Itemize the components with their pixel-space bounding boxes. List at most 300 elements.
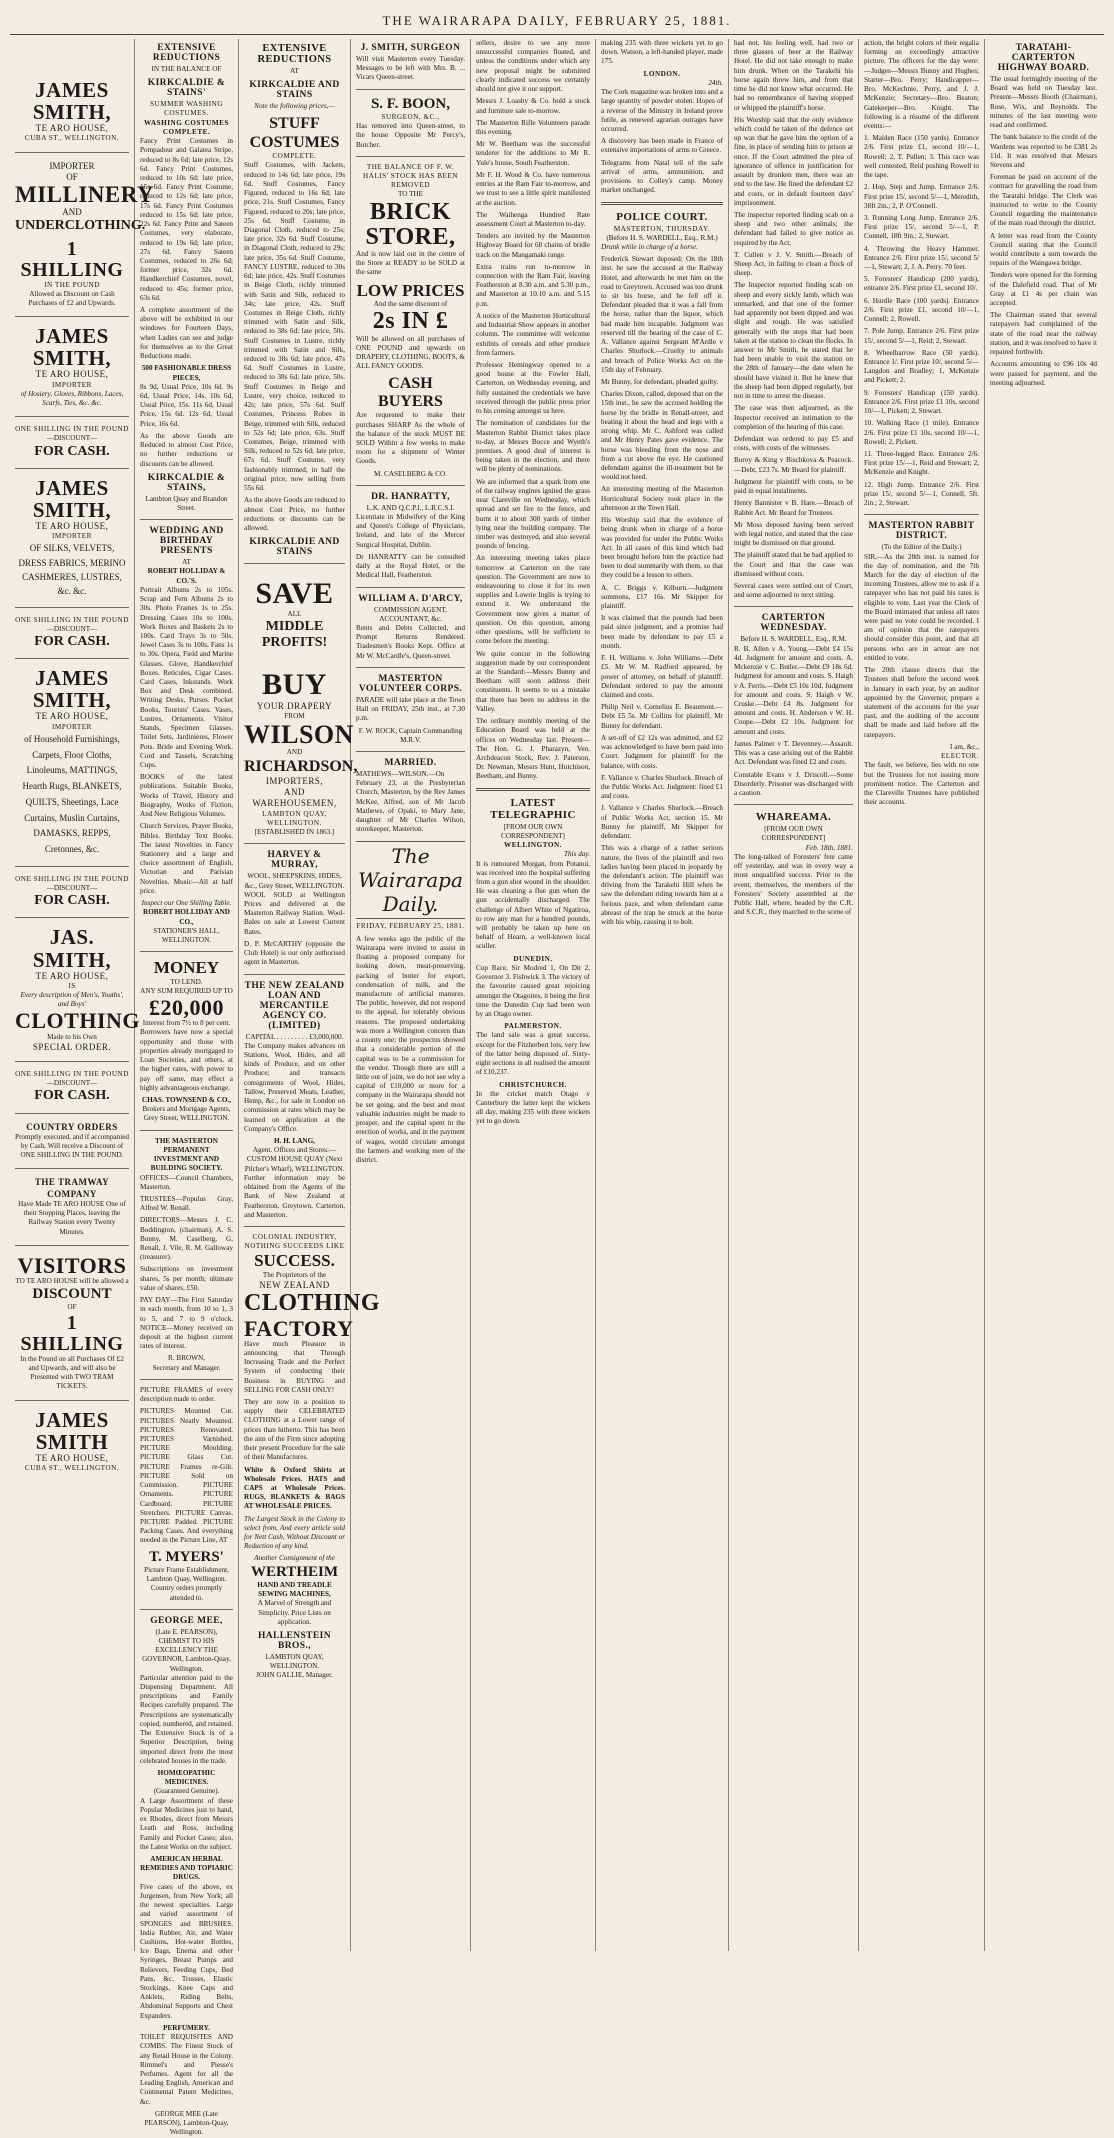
ext-head: EXTENSIVE REDUCTIONS [257,43,332,65]
kirk-sub: IN THE BALANCE OF [151,65,222,73]
wr-importers: IMPORTERS, [265,775,324,786]
factory-text: Have much Pleasure in announcing that Through Increasing Trade and the Perfect System of conducting their Business in BUYING and SELLING FOR CASH ONLY! [244,1339,345,1394]
divider [15,316,129,317]
court-item: Boroy & King v Bischkova & Peacock.—Debt, £23 7s. Mr Beard for plaintiff. [734,456,853,474]
news-item: We quite concur in the following suggestion made by our correspondent at the Standard:—Messrs Bunny and Beetham will soon address their constituents. It seems to us a mistake that there has been no address in the Valley. [476,649,590,713]
news-item: The Waihenga Hundred Rate assessment Court at Masterton to-day. [476,210,590,228]
whareama-sub: [FROM OUR OWN CORRESPONDENT] [761,825,826,843]
factory-gallie: JOHN GALLIE, Manager. [256,1671,333,1680]
rabbit-sig: I am, &c., [950,742,979,751]
court-item: Henry Bannister v B. Hare.—Breach of Rabbit Act. Mr Beard for Trustees. [734,499,853,517]
police-item: J. Vallance v Charles Shurlock.—Breach of Public Works Act, section 15. Mr Bunny for plaintiff, Mr Skipper for defendant. [601,804,723,841]
telegraphic-sub: [FROM OUR OWN CORRESPONDENT] [501,822,565,840]
sports-event: 3. Running Long Jump. Entrance 2/6. First prize 15/, second 5/—1, P. Connell, 18ft 9in.; 2, Stewart. [864,213,979,241]
ad-disc: —DISCOUNT— [46,1079,98,1088]
ad-to: TO TE ARO HOUSE will be allowed a [15,1276,129,1285]
court-item: The plaintiff stated that he had applied to the Court and that the case was dismissed without costs. [734,551,853,578]
sports-event: 9. Foresters' Handicap (150 yards). Entrance 2/6. First prize £1 10s, second 10/—1, Pickett; 2, Stewart. [864,388,979,416]
court-item: Several cases were settled out of Court, and some adjourned to next sitting. [734,582,853,600]
ad-rest: In the Pound on all Purchases Of £2 and Upwards, and will also be Presented with TWO TRAM TICKETS. [20,1354,124,1391]
court-item: The Inspector reported finding scab on sheep and every sickly lamb, which was unmarked, and that one of the former had apparently not been dipped and was slight and rough. He was satisfied generally with the steps that had been taken at the station to clean the flocks. In answer to Mr Smith, he stated that he had been unable to visit the station on the 28th of January—the date when he should have visited it. But he knew that the sheep had been dipped regularly, but not in time to arrest the disease. [734,281,853,401]
police-place: MASTERTON, THURSDAY. [613,224,711,233]
stuff-as-above: As the above Goods are reduced to almost Cost Price, no further reductions or discounts can be allowed. [244,496,345,532]
ad-country-orders [15,1120,129,1163]
ad-address: TE ARO HOUSE, [35,369,109,380]
sports-event: 8. Wheelbarrow Race (50 yards). Entrance 1/. First prize 10/, second 5/—Langdon and Bradley; 1, McKenzie and Pickett; 2. [864,348,979,385]
wedding-robert2: ROBERT HOLLIDAY AND CO., [143,908,230,926]
harvey-head: HARVEY & MURRAY, [267,850,322,871]
ad-smith-final [15,1407,129,1476]
ad-importer: IMPORTER [52,722,92,731]
ad-attended: Promptly executed, and if accompanied by Cash, Will receive a Discount of ONE SHILLING IN THE POUND. [15,1132,129,1160]
court-item: had not, his feeling well, had two or three glasses of beer at the Railway Hotel. He did not take enough to make him drunk. When on the Tarakehi his horse again threw him, and from that time he did not know what occurred. He had no remembrance of having stopped or whipped the plaintiff's horse. [734,39,853,112]
society-brown: R. BROWN, [168,1354,205,1363]
factory-proprietors: The Proprietors of the [262,1270,327,1279]
divider [356,751,465,752]
column-6 [596,39,729,1951]
wellington-text: It is rumoured Morgan, from Potanui, was received into the hospital suffering from a gun shot wound in the shoulder. He was cleaning a flue gun when the gun accidentally discharged. The challenge of Albert White of Ngatiroa, to row any man for a hundred pounds, will probably be taken up here on behalf of Hearn, a well-known local sculler. [476,859,590,951]
ad-cash: FOR CASH. [34,893,110,909]
mee-text: Particular attention paid to the Dispensing Department. All prescriptions and Family Recipes carefully prepared. The Prescriptions are systematically copied, numbered, and retained. The Extensive Stock is of a Superior Description, being imported direct from the most celebrated houses in the trade. [140,1673,233,1765]
kirk-as-above: As the above Goods are Reduced to almost Cost Price, no further reductions or discounts can be allowed. [140,431,233,468]
wr-from: FROM [284,711,305,720]
ad-line: IMPORTER [49,160,95,171]
divider [15,607,129,608]
kirk-dress: 500 FASHIONABLE DRESS PIECES, [141,364,232,382]
ext-kirk: KIRKCALDIE AND STAINS [249,80,340,101]
carterton-before: Before H. S. WARDELL, Esq., R.M. [740,635,847,644]
factory-clothing: CLOTHING [244,1290,381,1317]
sports-event: 11. Three-legged Race. Entrance 2/6. First prize 15/—1, Reid and Stewart; 2, McKenzie and Knight. [864,449,979,477]
ad-underclothing: UNDERCLOTHING. [15,218,146,234]
stuff-sig: KIRKCALDIE AND STAINS [249,537,340,558]
mee-sub: (Late E. PEARSON), CHEMIST TO HIS EXCELLENCY THE GOVERNOR, Lambton-Quay, Wellington. [142,1627,231,1673]
wr-your: YOUR DRAPERY [256,700,333,711]
masthead [10,8,1104,35]
surgeon-text: Will visit Masterton every Tuesday. Messages to be left with Mrs. B. ... Vicars Queen-street. [356,55,465,82]
harvey-agent: D. P. McCARTHY (opposite the Club Hotel) is our only authorised agent in Masterton. [244,939,345,967]
wedding-church: Church Services, Prayer Books, Bibles. Birthday Text Books. The latest Novelties in Fancy Stationery and a large and choice assortment of English, Victorian and Parisian Novelties. Music—All at half price. [140,822,233,895]
kirk-complete-text: A complete assortment of the above will be exhibited in our windows for Fourteen Days, when Ladies can see and judge for themselves as to the Great Reductions made. [140,306,233,361]
board-text: Foreman be paid on account of the contract for gravelling the road from the Taratahi bridge. The Clerk was instructed to write to the County Council regarding the maintenance of the main road through the district. [990,173,1097,228]
column-7 [729,39,859,1951]
money-any: ANY SUM REQUIRED UP TO [140,986,233,995]
divider [734,606,853,607]
ad-items: of Hosiery, Gloves, Ribbons, Laces, Scarfs, Ties, &c. &c. [20,389,124,407]
ad-shilling: 1 SHILLING [20,1311,124,1355]
hanratty-text: Licentiate in Midwifery of the King and Queen's College of Physicians, Ireland, and late of the Mercer Surgical Hospital, Dublin. [356,513,465,549]
wr-middle: MIDDLE PROFITS! [261,618,328,650]
divider [140,1609,233,1610]
ad-cash: FOR CASH. [34,1088,110,1104]
police-item: F. Vallance v. Charles Shurlock. Breach of the Public Works Act. Judgment: fined £1 and costs. [601,773,723,801]
money-amount: £20,000 [149,995,224,1021]
ad-importer: IMPORTER [52,532,92,541]
ad-inpound: IN THE POUND [44,280,100,289]
board-text: Tenders were opened for the forming of the Dalefield road. That of Mr Gray at £1 4s per chain was accepted. [990,271,1097,308]
ad-made: Made to his Own [47,1032,97,1041]
factory-hall-addr: LAMBTON QUAY, WELLINGTON. [265,1653,324,1671]
news-item: An interesting meeting takes place tomorrow at Carterton on the rate question. The Government are now to endeavouring to close it for its own supplies and Lowrie Inglis is trying to extend it. We understand the Government now gives a matter of question. On this question, among other questions, will be sufficient to come before the meeting. [476,554,590,646]
divider [15,866,129,867]
ext-note: Note the following prices,— [254,102,335,111]
police-item: A. C. Briggs v. Kilburn.—Judgment summons, £17 16s. Mr Skipper for plaintiff. [601,583,723,611]
ad-discount-4 [15,1068,129,1107]
divider [140,1130,233,1131]
ad-smith-clothing [15,924,141,1055]
ad-name: JAMES SMITH [35,1407,109,1454]
brick-tothe: TO THE [397,190,424,199]
ad-line: AND [62,207,82,218]
police-item: An interesting meeting of the Masterton Horticultural Society took place in the afternoon at the Town Hall. [601,485,723,512]
wedding-robert: ROBERT HOLLIDAY & CO.'S. [147,567,226,585]
brick-disc: 2s IN £ [372,308,449,335]
ad-street: CUBA ST., WELLINGTON. [24,1463,120,1472]
police-item: His Worship said that the evidence of being drunk when in charge of a horse was provided for under the Public Works Act. In all cases of this kind which had been brought before him the practice had been to deal summarily with them, so that they could be a lesson to others. [601,516,723,580]
board-text: A letter was read from the County Council stating that the Council would contribute a sum towards the repairs of the Waingawa bridge. [990,231,1097,268]
hanratty-text2: Dr HANRATTY can be consulted daily at the Royal Hotel, or the Medical Hall, Featherston. [356,552,465,580]
whareama-text: The long-talked of Foresters' fete came off yesterday, and was in every way a most unqualified success. Prior to the event, themselves, the members of the Foresters' Society assembled at the Public Hall, where, headed by the C.R. and S.C.R., they marched to the scene of [734,852,853,917]
divider [356,156,465,157]
stuff-head: STUFF COSTUMES [249,115,340,151]
police-item: This was a charge of a rather serious nature, the lives of the plaintiff and two ladies having been placed in jeopardy by the defendant's action. The plaintiff was driving from the Tarakehi Hill when he saw the defendant riding towards him at a furious pace, and when defendant came abreast of the trap he struck at the horse with his whip, causing it to bolt. [601,844,723,927]
brick-cash: CASH BUYERS [378,374,443,410]
wedding-books: BOOKS of the latest publications. Suitable Books, Works of Travel, History and Biography, Works of Fiction, And New Religious Volumes. [140,773,233,819]
news-item: The Masterton Rifle Volunteers parade this evening. [476,118,590,136]
sports-event: 1. Maiden Race (150 yards). Entrance 2/6. First prize £1, second 10/—1, Rowell; 2, T. Pullen; 3. This race was well contested, Reid pushing Rowell to the tape. [864,134,979,180]
kirk-name: KIRKCALDIE & STAINS' [147,78,226,99]
ad-line: OF [66,171,78,182]
ad-name: JAMES SMITH, [32,324,112,371]
wr-lambton: LAMBTON QUAY, WELLINGTON. [262,809,327,827]
column-4 [351,39,471,1951]
mee-homeo: HOMŒOPATHIC MEDICINES. [157,1769,216,1787]
factory-success: SUCCESS. [254,1251,335,1271]
divider [140,951,233,952]
police-head: POLICE COURT. [616,210,708,223]
ad-one: ONE SHILLING IN THE POUND [15,615,129,624]
kirk-washing: WASHING COSTUMES COMPLETE. [144,118,229,136]
rabbit-letter2: The 20th clause directs that the Trustees shall before the second week in January in each year, by an auditor appointed by the Governor, prepare a statement of the accounts for the year past, and the auditing of the account shall be made and laid before all the ratepayers. [864,666,979,739]
brick-head: BRICK STORE, [365,198,456,250]
ad-one: ONE SHILLING IN THE POUND [15,1070,129,1079]
kirk-sig-addr: Lambton Quay and Brandon Street. [145,494,228,512]
boon-head: S. F. BOON, [370,95,451,112]
divider [356,89,465,90]
court-item: Judgment for plaintiff with costs, to be paid in equal instalments. [734,477,853,496]
sports-event: 5. Foresters' Handicap (200 yards), entrance 2/6. First prize £1, second 10/. [864,275,979,293]
carterton-cases: R. B. Allen v A. Young.—Debt £4 15s 4d. Judgment for amount and costs. A. Mckenzie v C. Butler.—Debt £9 18s 6d. Judgment for amount and costs. S. Haigh v A. Ferris.—Debt £5 10s 10d. Judgment for amount and costs. S. Haigh v W. Cruske.—Debt £4 8s. Judgment for amount and costs. H. Anderson v W. H. Coupe.—Debt £2 10s. Judgment for amount and costs. [734,644,853,736]
editorial-text: A few weeks ago the public of the Wairarapa were invited to assist in floating a proposed company for looking down, meat-preserving, packing of butter for export, condensation of milk, and the manufacture of artificial manures. The public, however, did not respond to the appeal, for tolerably obvious reasons. The proposed undertaking was more a Wellington concern than a county one; the prospectus showed that a considerable portion of the capital was to be a commission for the vendor. Though there are still a little out of joint, we do not see why a capital of £10,000 or more for a company in the Wairarapa should not be set going, and the best and most valuable industries might be made to prosper, and the capital spent in the erection of works, and in the payment of wages, would circulate amongst the farmers and working men of the district. [356,934,465,1164]
brick-balance: THE BALANCE OF F. W. HALIS' STOCK HAS BEEN REMOVED [363,162,458,190]
factory-marvel: A Marvel of Strength and Simplicity. Price Lists on application. [257,1599,332,1626]
mee-head: GEORGE MEE, [150,1615,223,1626]
court-item: Defendant was ordered to pay £5 and costs, with costs of the witnesses. [734,434,853,453]
brick-text: And is now laid out in the centre of the Store at READY to be SOLD at the same [356,250,465,277]
wr-established: [ESTABLISHED IN 1863.] [254,828,335,837]
news-item: Professor Hemingway opened to a good house at the Fowler Hall, Carterton, on Wednesday evening, and fully sustained the credentials we have received through the public press prior to his coming amongst us here. [476,361,590,416]
divider [15,917,129,918]
court-item: Mr Moss deposed having been served with legal notice, and stated that the case might be dismissed on that ground. [734,520,853,548]
news-item: Mr W. Beetham was the successful tenderer for the additions to Mr R. Yule's house, South Featherston. [476,140,590,167]
police-item: Mr Bunny, for defendant, pleaded guilty. [601,378,719,386]
ad-smith-millinery [15,159,155,311]
mee-perfumery-text: TOILET REQUISITES AND COMBS. The Finest Stock of any Retail House in the Colony. Rimmel's and Piesse's Perfumes. Agent for all the Leading English, American and Continental Patent Medicines, &c. [140,2033,233,2106]
nzloan-capital: CAPITAL . . . . . . . . . £3,000,000. [245,1032,344,1041]
news-item: Extra trains run to-morrow in connection with the Ram Fair, leaving Featherston at 8.30 a.m. and 5.30 p.m., and Masterton at 10.10 a.m. and 5.15 p.m. [476,262,590,308]
kirk-sig: KIRKCALDIE & STAINS, [147,472,226,493]
board-text: The usual fortnightly meeting of the Board was held on Tuesday last. Present—Messrs Booth (Chairman), Rose, Wix, and Reynolds. The minutes of the last meeting were read and confirmed. [990,75,1097,130]
christchurch-text: In the cricket match Otago v Canterbury the latter kept the wickets all day, making 235 with three wickets yet to go down. [476,1089,590,1126]
divider [140,1379,233,1380]
wedding-inspect: Inspect our One Shilling Table. [141,899,232,908]
rabbit-letter3: The fault, we believe, lies with no one but the Trustees for not issuing more prominent notice. The Carterton and the Clareville Trustees have published their accounts. [864,761,979,807]
sports-intro: action, the bright colors of their regalia forming an exceedingly attractive picture. The officers for the day were:—Judges—Messrs Bunny and Hughes; Starter—Bro. Perry; Handicapper—Bro. McKechnie, Perry, and J. J. McKenzie; Secretary—Bro. Beaton; Gatekeeper—Bro. Knight. The following is a résumé of the different events:— [864,39,979,130]
boon-text: Has removed into Queen-street, to the house Opposite Mr Percy's, Butcher. [356,122,465,149]
dateline: This day. [564,850,590,859]
factory-wertheim: WERTHEIM [251,1563,338,1580]
money-chas-sub: Brokers and Mortgage Agents, Grey Street, WELLINGTON. [142,1105,231,1123]
society-directors: DIRECTORS—Messrs J. C. Boddington, (chairman), A. S. Bunny, M. Caselberg, G. Renall, J. Vile, R. M. Galloway (treasurer). [140,1216,233,1262]
mee-sig: GEORGE MEE (Late PEARSON), Lambton-Quay, Wellington. [144,2109,229,2137]
money-head: MONEY [153,958,220,978]
ad-street: CUBA ST., WELLINGTON. [24,134,120,143]
court-item: T. Cullen v J. V. Smith.—Breach of Sheep Act, in failing to clean a flock of sheep. [734,250,853,278]
volunteer-sig: F. W. ROCK, Captain Commanding M.R.V. [358,726,463,744]
money-tolend: TO LEND. [170,977,203,986]
wedding-head: WEDDING AND BIRTHDAY PRESENTS [149,526,224,557]
police-item: Frederick Stewart deposed: On the 18th inst. he saw the accused at the Railway Hotel, and afterwards he met him on the road to Greytown. Accused was too drunk to sit his horse, and he fell off it. Defendant pleaded that it was a fall from the horse, rather than the liquor, which had made him incapable. Judgment was reserved till the hearing of the case of C. A. Vallance against Sergeant M'Ardle v Charles Shurlock.—Cruelty to animals and breach of Police Works Act on the 15th day of February. [601,255,723,374]
brick-and: And the same discount of [373,300,448,309]
kirk-summer: SUMMER WASHING COSTUMES. [150,100,223,118]
money-chas: CHAS. TOWNSEND & CO., [141,1095,232,1104]
divider [15,1113,129,1114]
divider [244,563,345,564]
court-item: The case was then adjourned, as the Inspector received an intimation to the completion of the hearing of this case. [734,404,853,431]
darcy-head: WILLIAM A. D'ARCY, [358,593,463,604]
brick-low: LOW PRICES [356,280,465,300]
nzloan-lang: H. H. LANG, [274,1136,315,1145]
ad-address: TE ARO HOUSE, [35,711,109,722]
stuff-complete: COMPLETE. [272,152,317,161]
news-item: Mr F. H. Wood & Co. have numerous entries at the Ram Fair to-morrow, and we trust to see a little spirit manifested at the auction. [476,170,590,207]
police-item: Philip Neil v. Cornelius E. Beaumont.—Debt £5 5s. Mr Collins for plaintiff, Mr Bunny for defendant. [601,703,723,730]
divider [244,974,345,975]
ad-millinery: MILLINERY [15,182,155,208]
divider [15,1061,129,1062]
police-item: Drunk while in charge of a horse. [601,242,698,251]
money-interest: Interest from 7½ to 8 per cent. [142,1019,231,1028]
divider [356,485,465,486]
wedding-list: Portrait Albums 2s to 105s. Scrap and Fern Albums 2s to 30s. Photo Frames 1s to 25s. Dressing Cases 10s to 100s. Work Boxes and Baskets 2s to 100s. Card Trays 3s to 50s. Jewel Cases 3s to 100s. Fans 1s to 30s. Opera, Field and Marine Glasses. Glove, Handkerchief Boxes. Reticules, Cigar Cases. Card Cases, Inkstands. Work Box and Desk combined. Writing Desks, Purses. Pocket Books, Tourists' Cases. Vases, Lustres, Ornaments. Visitor Stands, Specimen Glasses. Toilet Sets, Jardinieres, Flower Pots. Bride and Evening Work. Cord and Tassels, Scratching Cups. [140,585,233,769]
society-paydays: PAY DAY—The First Saturday in each month, from 10 to 1, 3 to 5, and 7 to 9 o'clock. NOTICE—Money received on deposit at the highest current rates of interest. [140,1296,233,1351]
divider [15,1245,129,1246]
column-8 [859,39,985,1951]
police-item: Charles Dixon, called, deposed that on the 15th inst., he saw the accused holding the horse by the bridle in Renall-street, and beating it about the head and legs with a strong whip. Mr C. Ashford was called and Mr Henry Pates gave evidence. The horse was bleeding from the nose and from a cut above the eye. He cautioned defendant against the ill-treatment but he would not heed. [601,390,723,482]
ad-importer: IMPORTER [52,380,92,389]
ad-name: JAMES SMITH, [32,475,112,522]
factory-newz: NEW ZEALAND [259,1280,330,1291]
place-wellington: WELLINGTON. [504,841,562,850]
board-text: The bank balance to the credit of the Wardens was reported to be £381 2s 11d. It was resolved that Messrs Stevens and [990,133,1097,169]
picture-head: PICTURE FRAMES of every description made to order. [140,1385,233,1404]
factory-hand: HAND AND TREADLE SEWING MACHINES, [257,1580,332,1599]
whareama-date: Feb. 18th, 1881. [805,843,853,852]
sports-event: 2. Hop, Step and Jump. Entrance 2/6. First prize 15/, second 5/—1, Meredith, 38ft 2in.; 2, P. O'Connell. [864,183,979,210]
society-head: THE MASTERTON PERMANENT INVESTMENT AND BUILDING SOCIETY. [150,1136,223,1173]
ad-visitors [15,1252,129,1394]
palmerston-text: The land sale was a great success, except for the Fitzherbert lots, very few of the latter being disposed of. Sixty-eight sections in all realised the amount of £10,237. [476,1031,590,1077]
brick-will: Will be allowed on all purchases of ONE POUND and upwards on DRAPERY, CLOTHING, BOOTS, & ALL FANCY GOODS. [356,334,465,371]
carterton-head: CARTERTON WEDNESDAY. [760,613,827,634]
dunedin-text: Cup Race, Sir Modred 1, On Dit 2, Governor 3. Fishwick 3. The victory of the favourite caused great rejoicing amongst the Otagoites, it being the first time the Dunedin Cup had been won by an Otago owner. [476,963,590,1018]
place-christchurch: CHRISTCHURCH. [499,1080,567,1089]
ad-disc: —DISCOUNT— [46,884,98,893]
police-before: (Before H. S. WARDELL, Esq., R.M.) [606,233,718,242]
ad-smith-household [15,665,129,860]
court-item: His Worship said that the only evidence which could be taken of the defence set up was that he gave him the option of a fine, in place of sending him to prison at once. If the Court admitted the plea of ignorance of offence in justification for assault by drunken men, there was an end to the law. He fined the defendant £2 and costs, or in default fourteen days' imprisonment. [734,115,853,207]
divider [864,514,979,515]
ad-smith-1 [15,39,129,146]
money-borrow: Borrowers have now a special opportunity and those with properties already mortgaged to Loan Societies, and others, at the higher rates, with power to pay off same, may effect a highly advantageous exchange. [140,1028,233,1092]
column-5 [471,39,596,1951]
brick-sig: M. CASELBERG & CO. [374,469,447,478]
news-item: The ordinary monthly meeting of the Education Board was held at the offices on Wednesday last. Present—The Hon. G. J. Pharazyn, Ven. Archdeacon Stock, Rev. J. Paterson, Dr. Newman, Messrs Hunt, Hutchison, Beetham, and Bunny. [476,717,590,781]
wedding-addr: STATIONER'S HALL, WELLINGTON. [153,926,220,944]
wr-all: ALL [287,609,302,618]
whareama-head: WHAREAMA. [755,811,832,824]
carterton-james: James Palmer v T. Devenney.—Assault. This was a case arising out of the Rabbit Act. Defendant was fined £2 and costs. [734,739,853,767]
hanratty-head: DR. HANRATTY, [371,491,450,502]
paper-nameplate: The Wairarapa Daily. [356,841,465,919]
factory-largest: The Largest Stock in the Colony to select from, And every article sold for Nett Cash, Without Discount or Reduction of any kind. [244,1514,345,1551]
harvey-sub: WOOL, SHEEPSKINS, HIDES, &c., Grey Street, WELLINGTON. [244,872,345,890]
factory-another: Another Consignment of the [254,1554,335,1563]
news-item: sellers, desire to see any more unsuccessful companies floated, and unless the conditions under which any new proposal might be submitted clearly indicated success we certainly should not give it our support. [476,39,590,94]
board-head: TARATAHI-CARTERTON HIGHWAY BOARD. [997,43,1090,73]
ad-address: TE ARO HOUSE, [35,1452,109,1463]
ad-smith-silks [15,475,129,601]
ad-tram: THE TRAMWAY COMPANY [34,1177,110,1199]
telegraphic-head: LATEST TELEGRAPHIC [490,796,576,821]
nzloan-further: Further information may be obtained from the Agents of the Bank of New Zealand at Featherston, Greytown, Carterton, and Masterton. [244,1173,345,1219]
ad-name: JAMES SMITH, [32,666,112,713]
ad-name: JAS. SMITH, [32,925,112,972]
nzloan-text: The Company makes advances on Stations, Wool, Hides, and all kinds of Produce, and on other Produce; and transacts consignments of Wool, Hides, Tallow, Preserved Meats, Leather, Hemp, &c., for sale in London on commission at rates which may be learned on application at the Company's Office. [244,1041,345,1133]
news-item: Telegrams from Natal tell of the safe arrival of arms, ammunition, and provisions to Colley's camp. Money market unchanged. [601,158,723,195]
sports-event: 12. High Jump. Entrance 2/6. First prize 15/, second 5/—1, Connell, 5ft. 2in.; 2, Stewart. [864,480,979,508]
nzloan-head: THE NEW ZEALAND LOAN AND MERCANTILE AGENCY CO. (LIMITED) [244,980,345,1031]
mee-perfumery: PERFUMERY. [163,2023,210,2032]
court-item: The inspector reported finding scab on a sheep and two other animals; the defendant had failed to give notice as required by the Act. [734,210,853,247]
darcy-text: Rents and Debts Collected, and Prompt Returns Rendered. Tradesmen's Books Kept. Office at Mr W. McCardle's, Queen-street. [356,624,465,660]
ad-cash: FOR CASH. [34,443,110,459]
police-item: F. H. Williams v. John Williams.—Debt £5. Mr W. M. Radford appeared, by power of attorney, on behalf of plaintiff. Defendant ordered to pay the amount claimed and costs. [601,654,723,699]
news-item: Tenders are invited by the Masterton Highway Board for 60 chains of bridle track on the Mangamaki range. [476,232,590,259]
ad-smith-hosiery [15,323,129,410]
place-palmerston: PALMERSTON. [504,1022,562,1031]
ad-cash: FOR CASH. [34,634,110,650]
ad-discount-2 [15,614,129,653]
london-text: The Cork magazine was broken into and a large quantity of powder stolen. Hopes of a reverse of the Ministry in Ireland prove futile, as renewed agrarian outrages have occurred. [601,88,723,133]
rabbit-letter: SIR,—As the 28th inst. is named for the day of nomination, and the 7th March for the day of election of the incoming Trustees, allow me to ask if a ratepayer who has not paid his rates is eligible to vote. Last year the Clerk of the Board intimated that unless all rates were paid no vote could be recorded. I am of opinion that the ratepayers should consider this point, and that all persons who are in arrear are not entitled to vote. [864,552,979,662]
ext-at: AT [290,67,299,75]
rabbit-elector: ELECTOR. [940,752,979,761]
ad-tram-text: Have Made TE ARO HOUSE One of their Stopping Places, leaving the Railway Station every Twenty Minutes. [18,1199,126,1236]
paper-date: FRIDAY, FEBRUARY 25, 1881. [356,921,465,930]
ad-visitors-title: VISITORS [17,1252,127,1278]
boon-sub: SURGEON, &C., [381,112,440,121]
column-3 [239,39,381,1951]
ad-one: ONE SHILLING IN THE POUND [15,425,129,434]
sports-event: 4. Throwing the Heavy Hammer. Entrance 2/6. First prize 15/, second 5/—1, Stewart; 2, J. A. Perry. 70 feet. [864,244,979,272]
brick-cash-text: Are requested to make their purchases SHARP As the whole of the balance of the stock MUST BE SOLD Within a few weeks to make room for a shipment of Winter Goods. [356,411,465,466]
wr-buy: BUY [262,668,327,702]
divider [244,1226,345,1227]
ad-clothing: CLOTHING [15,1008,141,1034]
place-dunedin: DUNEDIN. [513,954,553,963]
ad-discount-1 [15,423,129,462]
board-text: Accounts amounting to £96 10s 4d were passed for payment, and the meeting adjourned. [990,360,1097,387]
rabbit-head: MASTERTON RABBIT DISTRICT. [868,521,975,542]
harvey-text: WOOL SOLD at Wellington Prices and delivered at the Masterton Railway Station. Wool-Bales on sale at Lowest Current Rates. [244,890,345,936]
wr-and: AND [286,748,303,757]
stuff-text: Stuff Costumes, with Jackets, reduced to 14s 6d; late price, 19s 6d. Stuff Costumes, Fancy Figured, reduced to 16s 6d; late price, 21s. Stuff Costumes, Fancy Figured, reduced to 20s; late price, 25s 6d. Stuff Costume, in Diagonal Cloth, reduced to 25s; late price, 32s 6d. Stuff Costume, in Diagonal Cloth, reduced to 29s; late price, 35s 6d. Stuff Costume, FANCY LUSTRE, reduced to 30s 6d; late price, 42s. Stuff Costumes in Beige Cloth, richly trimmed with Satin and Silk, reduced to 34s; late price, 42s. Stuff Costumes in Beige Cloth, richly trimmed with Satin and Silk, reduced to 38s 6d; late price, 50s. Stuff Costumes in Lustre, richly trimmed with Satin and Silk, reduced to 38s 6d; late price, 47s 6d. Stuff Costumes in Lustre, reduced to 38s 6d; late price, 50s. Stuff Costumes in Beige and Lustre, very choice, reduced to 42s; late price, 57s 6d. Stuff Costumes, Princess Robes in Beige, trimmed with Silk, reduced to 52s 6d; late price, 63s. Stuff Costumes, Beige, trimmed with Silk, reduced to 52s 6d; late price, 67s 6d. Stuff Costume, very fashionably trimmed, in half the original price, now selling from 55s 6d. [244,161,345,493]
kirk-dress-text: 8s 9d, Usual Price, 10s 6d. 9s 6d, Usual Price, 14s. 10s 6d, Usual Price, 15s. 11s 6d, Usual Price, 15s 6d. 12s 6d, Usual Price, 16s 6d. [140,382,233,428]
surgeon-head: J. SMITH, SURGEON [360,43,461,53]
column-1 [10,39,155,1951]
column-2 [135,39,239,2137]
myers-head: T. MYERS' [149,1548,224,1565]
sports-event: 6. Hurdle Race (100 yards). Entrance 2/6. First prize £1, second 10/—1, Connell; 2, Rowell. [864,296,979,324]
divider [15,1400,129,1401]
ad-special: SPECIAL ORDER. [32,1041,112,1052]
divider [476,788,590,791]
ad-country: COUNTRY ORDERS [26,1121,118,1132]
sports-event: 7. Pole Jump. Entrance 2/6. First prize 15/, second 5/—1, Reid; 2, Stewart. [864,327,979,345]
ad-one: ONE SHILLING IN THE POUND [15,874,129,883]
ad-discount-3 [15,873,129,912]
ad-tramway [15,1175,129,1238]
married-text: MATHEWS—WILSON.—On February 23, at the Presbyterian Church, Masterton, by the Rev James McKee, Alfred, son of Mr Jacob Mathews, of Opaki, to Mary Jane, daughter of Mr Charles Wilson, storekeeper, Masterton. [356,769,465,834]
masthead-title: THE WAIRARAPA DAILY, FEBRUARY 25, 1881. [382,13,732,28]
mee-herbs-text: Five cases of the above, ex Jurgensen, from New York; all the newest specialties. Large and varied assortment of SPONGES and BRUSHES. India Rubber, Air, and Water Cushions, Hot-water Bottles, Ice Bags, Enema and other Syringes, Breast Pumps and Relievers, Feeding Cups, Bed Pans, &c. Trusses, Elastic Stockings, Knee Caps and Anklets, Riding Belts, Abdominal Supports and Chest Expanders. [140,1882,233,2020]
married-head: MARRIED. [384,757,437,768]
divider [601,202,723,205]
nzloan-lang-sub: Agent. Offices and Stores:— CUSTOM HOUSE QUAY (Next Pilcher's Wharf), WELLINGTON. [244,1146,345,1173]
myers-sub: Picture Frame Establishment, Lambton Quay, Wellington. Country orders promptly attended to. [144,1565,229,1602]
news-item: We are informed that a spark from one of the railway engines ignited the grass near Clareville on Wednesday, which spread and set fire to the fence, and burnt it to about 300 yards of timber lying near the building company. The timber was destroyed, and also several pounds of fencing. [476,477,590,551]
ad-disc: —DISCOUNT— [46,625,98,634]
ad-shilling: 1 SHILLING [20,237,124,281]
ad-items: OF SILKS, VELVETS, DRESS FABRICS, MERINO CASHMERES, LUSTRES, &c. &c. [18,543,126,597]
rabbit-editor: (To the Editor of the Daily.) [881,543,962,552]
news-item: Messrs J. Loasby & Co. hold a stock and furniture sale to-morrow. [476,97,590,115]
ad-of: OF [67,1303,77,1312]
factory-factory: FACTORY [244,1315,354,1341]
society-brown-sub: Secretary and Manager. [152,1363,221,1372]
police-item: It was claimed that the pounds had been paid since judgment, and a promise had been made by defendant to pay £5 a month. [601,614,723,650]
volunteer-head: MASTERTON VOLUNTEER CORPS. [358,673,463,694]
factory-colonial: COLONIAL INDUSTRY, [252,1232,337,1241]
board-text: The Chairman stated that several ratepayers had complained of the state of the road near the railway station, and it was resolved to have it repaired forthwith. [990,311,1097,357]
dateline: 24th. [708,78,723,87]
ad-disc: —DISCOUNT— [46,434,98,443]
society-subs: Subscriptions on investment shares, 5s per month; ultimate value of shares, £50. [140,1265,233,1292]
news-item: The nomination of candidates for the Masterton Rabbit District takes place to-day, at Messrs Bocce and Wyeth's premises. A good deal of interest is being taken in the election, and there will be plenty of nominations. [476,419,590,474]
wr-richardson: RICHARDSON, [244,757,358,775]
ad-name: JAMES SMITH, [32,78,112,125]
